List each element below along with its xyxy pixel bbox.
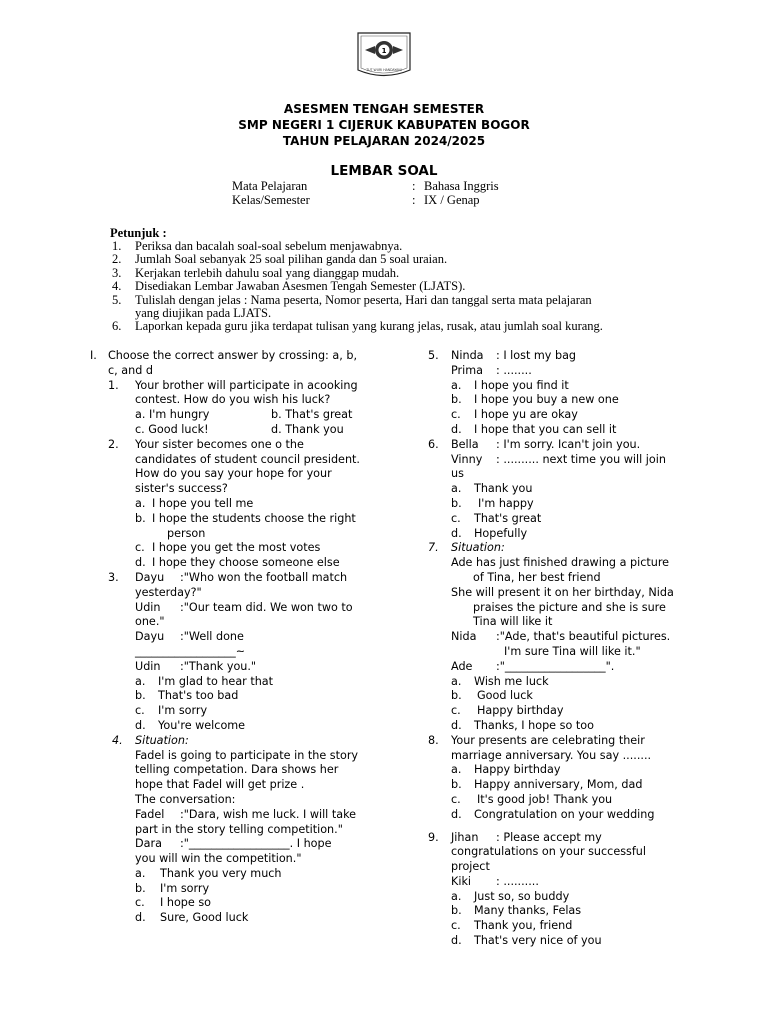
dialog-speaker: Nida xyxy=(451,630,477,644)
dialog-speaker: Prima xyxy=(451,363,484,377)
subject-label: Mata Pelajaran xyxy=(232,179,308,193)
header-line-1: ASESMEN TENGAH SEMESTER xyxy=(283,102,485,116)
school-logo xyxy=(355,30,413,82)
option-text: I'm happy xyxy=(478,496,534,510)
question-1 xyxy=(90,379,362,394)
situation-heading: Situation: xyxy=(135,733,189,747)
instruction-text: Kerjakan terlebih dahulu soal yang dianggap mudah. xyxy=(135,265,400,280)
dialog-line: project xyxy=(451,860,490,874)
section-instruction-cont: c, and d xyxy=(108,363,153,377)
dialog-speaker: Udin xyxy=(135,600,161,614)
instruction-item xyxy=(110,320,670,333)
option-d[interactable]: d. Thank you xyxy=(271,422,344,436)
question-text: of Tina, her best friend xyxy=(473,570,601,584)
dialog-speaker: Dara xyxy=(135,837,162,851)
question-text: sister's success? xyxy=(135,482,228,496)
option-text: I hope they choose someone else xyxy=(152,556,340,570)
option-b[interactable] xyxy=(428,393,683,408)
option-letter: d. xyxy=(451,718,462,732)
option-letter: c. xyxy=(135,704,145,718)
option-text: Thank you, friend xyxy=(474,919,573,933)
option-letter: d. xyxy=(451,526,462,540)
option-c[interactable] xyxy=(428,793,683,808)
option-text: I hope you get the most votes xyxy=(152,541,321,555)
instruction-item xyxy=(110,294,670,307)
dialog-line xyxy=(428,453,683,468)
option-c[interactable] xyxy=(90,896,362,911)
document-title: LEMBAR SOAL xyxy=(330,163,438,179)
instruction-text: Disediakan Lembar Jawaban Asesmen Tengah Semester (LJATS). xyxy=(135,279,466,294)
question-number: 3. xyxy=(108,570,119,584)
document-header xyxy=(0,101,768,149)
section-instruction: Choose the correct answer by crossing: a, b, xyxy=(108,349,358,362)
section-number: I. xyxy=(90,349,97,362)
dialog-text: :"Our team did. We won two to xyxy=(180,600,353,614)
question-number: 1. xyxy=(108,378,119,392)
colon: : xyxy=(412,179,416,193)
option-letter: a. xyxy=(451,889,462,903)
question-number: 5. xyxy=(428,349,439,362)
dialog-speaker: Bella xyxy=(451,437,479,451)
question-text: The conversation: xyxy=(135,792,236,806)
option-b[interactable] xyxy=(90,512,362,527)
option-text: I hope so xyxy=(160,896,212,910)
option-d[interactable] xyxy=(428,719,683,734)
option-a[interactable] xyxy=(90,867,362,882)
instruction-item xyxy=(110,307,670,320)
option-text: I hope you tell me xyxy=(152,496,254,510)
dialog-text: : I'm sorry. Ican't join you. xyxy=(496,437,641,451)
option-letter: c. xyxy=(451,511,461,525)
question-5 xyxy=(428,349,683,364)
dialog-text: :"Well done xyxy=(180,630,244,644)
option-letter: c. xyxy=(135,896,145,910)
option-text: Hopefully xyxy=(474,526,528,540)
question-text: Your sister becomes one o the xyxy=(135,437,304,451)
option-letter: a. xyxy=(451,763,462,777)
option-text: That's very nice of you xyxy=(474,934,602,948)
dialog-text: : .......... next time you will join xyxy=(496,452,666,466)
dialog-line: congratulations on your successful xyxy=(451,845,647,859)
option-letter: d. xyxy=(135,556,146,570)
option-letter: b. xyxy=(135,881,146,895)
dialog-text: : ........ xyxy=(496,363,532,377)
situation-heading: Situation: xyxy=(451,541,505,555)
dialog-text: :"Dara, wish me luck. I will take xyxy=(180,807,357,821)
option-text: That's great xyxy=(474,511,542,525)
instruction-number: 3. xyxy=(112,265,122,280)
option-text: That's too bad xyxy=(158,689,239,703)
option-text: Wish me luck xyxy=(474,674,549,688)
option-text: Happy birthday xyxy=(474,763,561,777)
instruction-number: 4. xyxy=(112,279,122,294)
question-number: 8. xyxy=(428,733,439,747)
option-d[interactable] xyxy=(90,719,362,734)
option-c[interactable] xyxy=(428,408,683,423)
dialog-text: :"__________________. I hope xyxy=(180,837,332,851)
logo-emblem-text: 1 xyxy=(381,47,387,55)
instruction-number: 5. xyxy=(112,292,122,307)
option-letter: b. xyxy=(451,496,462,510)
option-text: Thank you very much xyxy=(160,866,282,880)
dialog-text: : .......... xyxy=(496,874,539,888)
instruction-item xyxy=(110,267,670,280)
questions-left-column xyxy=(90,349,362,926)
option-letter: c. xyxy=(451,919,461,933)
option-letter: c. xyxy=(451,792,461,806)
instructions-title: Petunjuk : xyxy=(110,226,167,240)
option-letter: a. xyxy=(451,378,462,392)
dialog-line: you will win the competition." xyxy=(135,852,302,866)
dialog-line xyxy=(428,660,683,675)
dialog-text: :"Who won the football match xyxy=(180,570,348,584)
option-d[interactable] xyxy=(90,556,362,571)
question-text: Fadel is going to participate in the story xyxy=(135,748,359,762)
option-letter: c. xyxy=(451,704,461,718)
option-text: I hope yu are okay xyxy=(474,408,578,422)
option-d[interactable] xyxy=(428,527,683,542)
dialog-text: : I lost my bag xyxy=(496,349,577,362)
dialog-line: one." xyxy=(135,615,165,629)
option-text: I hope that you can sell it xyxy=(474,422,617,436)
option-letter: d. xyxy=(135,718,146,732)
option-a[interactable] xyxy=(428,763,683,778)
option-letter: d. xyxy=(451,422,462,436)
question-number: 2. xyxy=(108,437,119,451)
instruction-number: 1. xyxy=(112,239,122,253)
option-text: Many thanks, Felas xyxy=(474,904,582,918)
dialog-line xyxy=(90,660,362,675)
instructions-list xyxy=(110,240,670,334)
option-c[interactable] xyxy=(428,704,683,719)
option-text: I'm glad to hear that xyxy=(158,674,274,688)
option-a[interactable] xyxy=(428,482,683,497)
option-text: I hope you find it xyxy=(474,378,569,392)
class-label: Kelas/Semester xyxy=(232,193,310,207)
option-b[interactable] xyxy=(428,904,683,919)
option-d[interactable] xyxy=(90,911,362,926)
option-c[interactable] xyxy=(428,919,683,934)
dialog-speaker: Vinny xyxy=(451,452,483,466)
option-text: I'm sorry xyxy=(158,704,208,718)
option-row xyxy=(90,423,362,438)
option-letter: b. xyxy=(135,511,146,525)
option-c[interactable] xyxy=(90,541,362,556)
question-text: contest. How do you wish his luck? xyxy=(135,393,331,407)
option-letter: d. xyxy=(451,934,462,948)
question-text: Your brother will participate in acooking xyxy=(135,378,358,392)
option-a[interactable] xyxy=(90,497,362,512)
question-8 xyxy=(428,734,683,749)
dialog-line: us xyxy=(451,467,464,481)
option-b[interactable] xyxy=(90,689,362,704)
option-text: It's good job! Thank you xyxy=(477,792,613,806)
question-text: She will present it on her birthday, Nida xyxy=(451,585,674,599)
question-4 xyxy=(90,734,362,749)
option-text: Happy birthday xyxy=(477,704,564,718)
question-number: 7. xyxy=(428,541,439,555)
question-number: 6. xyxy=(428,437,439,451)
option-text: Sure, Good luck xyxy=(160,911,249,925)
instruction-number: 6. xyxy=(112,319,122,334)
option-c[interactable] xyxy=(90,704,362,719)
question-text: Tina will like it xyxy=(473,615,553,629)
option-b-cont xyxy=(90,527,362,542)
question-6 xyxy=(428,438,683,453)
dialog-text: :"Ade, that's beautiful pictures. xyxy=(496,630,671,644)
option-letter: a. xyxy=(135,866,146,880)
dialog-line: I'm sure Tina will like it." xyxy=(504,644,641,658)
option-letter: b. xyxy=(451,393,462,407)
question-text: candidates of student council president. xyxy=(135,452,360,466)
option-c[interactable] xyxy=(428,512,683,527)
answer-blank: __________________~ xyxy=(135,644,246,658)
option-text: Congratulation on your wedding xyxy=(474,807,655,821)
dialog-line xyxy=(90,630,362,645)
question-text: praises the picture and she is sure xyxy=(473,600,666,614)
info-row-class xyxy=(232,193,552,207)
option-b[interactable] xyxy=(428,778,683,793)
dialog-speaker: Kiki xyxy=(451,874,472,888)
dialog-line: part in the story telling competition." xyxy=(135,822,343,836)
class-value: IX / Genap xyxy=(424,193,480,207)
dialog-line xyxy=(428,875,683,890)
option-text: I'm sorry xyxy=(160,881,210,895)
dialog-speaker: Ade xyxy=(451,659,473,673)
question-3 xyxy=(90,571,362,586)
option-a[interactable] xyxy=(428,379,683,394)
option-letter: b. xyxy=(451,904,462,918)
instruction-item xyxy=(110,240,670,253)
question-text: Ade has just finished drawing a picture xyxy=(451,556,670,570)
instruction-text: Tulislah dengan jelas : Nama peserta, Nomor peserta, Hari dan tanggal serta mata pelajaran xyxy=(135,292,592,307)
dialog-line xyxy=(90,601,362,616)
question-number: 4. xyxy=(112,733,123,747)
dialog-line xyxy=(428,364,683,379)
option-text: You're welcome xyxy=(158,718,246,732)
dialog-text: :"__________________". xyxy=(496,659,615,673)
option-letter: c. xyxy=(451,408,461,422)
colon: : xyxy=(412,193,416,207)
option-a[interactable] xyxy=(428,675,683,690)
option-text: Thank you xyxy=(474,482,533,496)
option-text: I hope you buy a new one xyxy=(474,393,619,407)
section-heading xyxy=(90,349,362,364)
option-d[interactable] xyxy=(428,808,683,823)
questions-right-column xyxy=(428,349,683,949)
option-letter: b. xyxy=(135,689,146,703)
option-a[interactable] xyxy=(90,675,362,690)
option-a[interactable]: a. I'm hungry xyxy=(135,408,210,422)
option-letter: a. xyxy=(135,674,146,688)
spacer xyxy=(428,823,683,831)
dialog-line xyxy=(90,837,362,852)
option-text: Just so, so buddy xyxy=(474,889,570,903)
question-7 xyxy=(428,541,683,556)
option-row xyxy=(90,408,362,423)
info-table xyxy=(232,179,552,207)
instruction-number: 2. xyxy=(112,252,122,267)
option-letter: a. xyxy=(451,482,462,496)
option-d[interactable] xyxy=(428,934,683,949)
dialog-speaker: Fadel xyxy=(135,807,165,821)
logo-caption: TUT WURI HANDAYANI xyxy=(366,68,402,72)
dialog-speaker: Jihan xyxy=(451,830,479,844)
dialog-line: yesterday?" xyxy=(135,585,202,599)
option-text: I hope the students choose the right xyxy=(152,511,356,525)
option-letter: a. xyxy=(135,496,146,510)
question-text: telling competation. Dara shows her xyxy=(135,763,339,777)
question-2 xyxy=(90,438,362,453)
dialog-speaker: Udin xyxy=(135,659,161,673)
option-b[interactable] xyxy=(428,689,683,704)
option-letter: b. xyxy=(451,689,462,703)
option-letter: d. xyxy=(135,911,146,925)
dialog-line xyxy=(90,808,362,823)
option-text: Happy anniversary, Mom, dad xyxy=(474,778,643,792)
option-b[interactable]: b. That's great xyxy=(271,408,353,422)
dialog-speaker: Ninda xyxy=(451,349,484,362)
header-line-2: SMP NEGERI 1 CIJERUK KABUPATEN BOGOR xyxy=(238,118,530,132)
option-b[interactable] xyxy=(90,882,362,897)
instruction-text: Periksa dan bacalah soal-soal sebelum menjawabnya. xyxy=(135,239,403,253)
option-d[interactable] xyxy=(428,423,683,438)
question-text: hope that Fadel will get prize . xyxy=(135,778,305,792)
header-line-3: TAHUN PELAJARAN 2024/2025 xyxy=(282,134,486,148)
dialog-speaker: Dayu xyxy=(135,570,165,584)
instruction-item xyxy=(110,280,670,293)
option-text: Good luck xyxy=(477,689,533,703)
instruction-text: yang diujikan pada LJATS. xyxy=(135,306,272,321)
option-letter: c. xyxy=(135,541,145,555)
instruction-text: Laporkan kepada guru jika terdapat tulisan yang kurang jelas, rusak, atau jumlah soal kurang. xyxy=(135,319,603,334)
question-text: Your presents are celebrating their xyxy=(451,733,645,747)
instruction-text: Jumlah Soal sebanyak 25 soal pilihan ganda dan 5 soal uraian. xyxy=(135,252,448,267)
option-letter: d. xyxy=(451,807,462,821)
option-c[interactable]: c. Good luck! xyxy=(135,422,209,436)
option-letter: b. xyxy=(451,778,462,792)
dialog-line xyxy=(428,630,683,645)
option-b[interactable] xyxy=(428,497,683,512)
option-text: person xyxy=(167,526,206,540)
option-letter: a. xyxy=(451,674,462,688)
instruction-item xyxy=(110,253,670,266)
option-text: Thanks, I hope so too xyxy=(474,718,594,732)
dialog-text: :"Thank you." xyxy=(180,659,257,673)
question-number: 9. xyxy=(428,830,439,844)
question-9 xyxy=(428,831,683,846)
dialog-text: : Please accept my xyxy=(496,830,602,844)
question-text: How do you say your hope for your xyxy=(135,467,332,481)
option-a[interactable] xyxy=(428,890,683,905)
subject-value: Bahasa Inggris xyxy=(424,179,499,193)
info-row-subject xyxy=(232,179,552,193)
question-text: marriage anniversary. You say ........ xyxy=(451,748,652,762)
dialog-speaker: Dayu xyxy=(135,630,165,644)
